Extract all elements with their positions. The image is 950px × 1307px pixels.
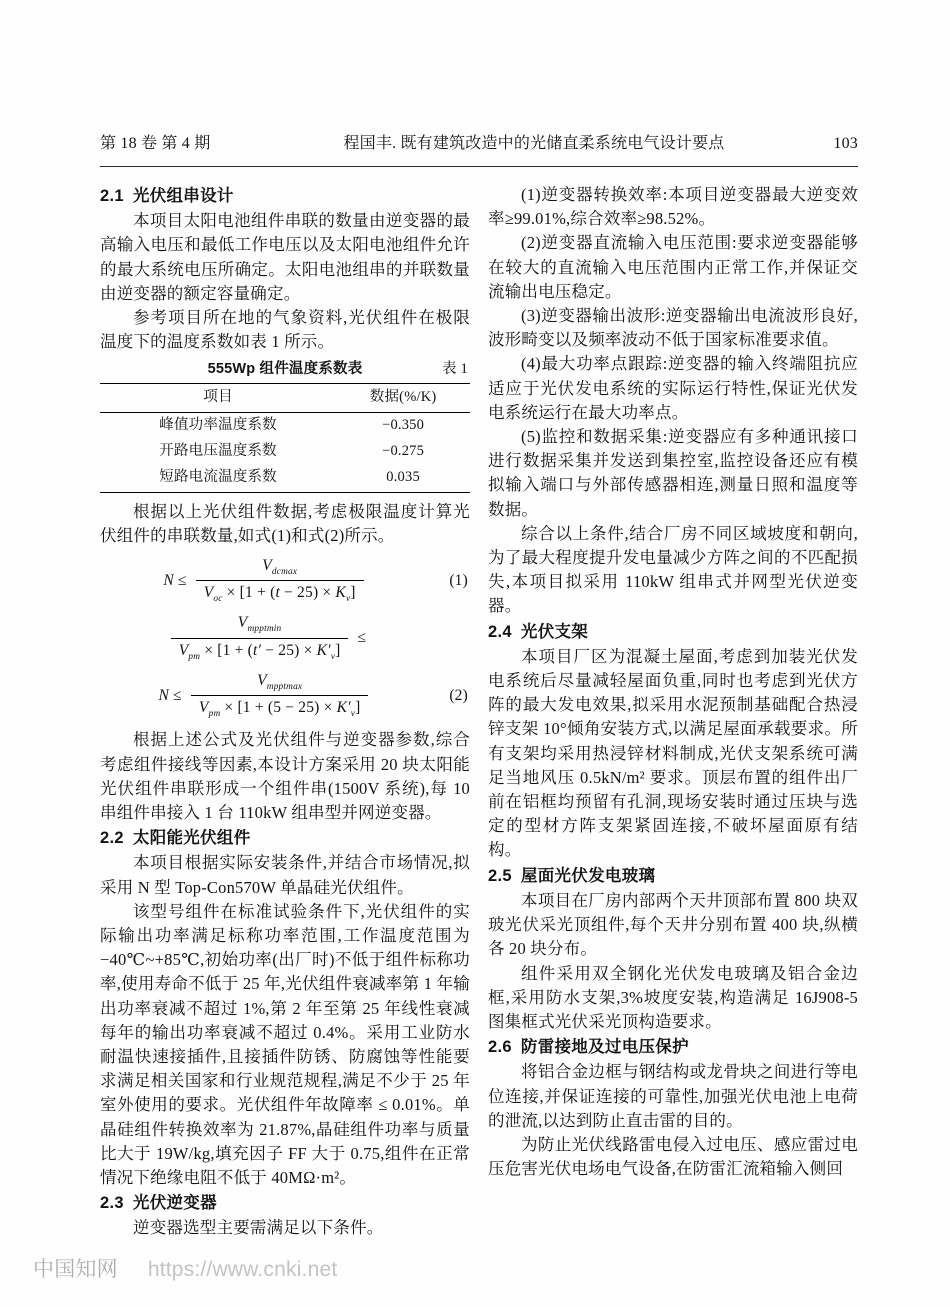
two-column-body [100, 183, 858, 1241]
formula-2-numerator-min: $V_{mpptmin}$ [237, 614, 282, 635]
section-number: 2.4 [488, 622, 512, 641]
section-heading-2-4 [488, 620, 858, 644]
table-row [100, 465, 470, 492]
temperature-coefficient-table [100, 383, 470, 492]
paragraph: (3)逆变器输出波形:逆变器输出电流波形良好,波形畸变以及频率波动不低于国家标准要求值。 [488, 306, 858, 350]
table-caption [100, 359, 470, 380]
paragraph: 将铝合金边框与钢结构或龙骨块之间进行等电位连接,并保证连接的可靠性,加强光伏电池上电荷的泄流,以达到防止直击雷的目的。 [488, 1062, 858, 1130]
paragraph: (5)监控和数据采集:逆变器应有多种通讯接口进行数据采集并发送到集控室,监控设备还应有模拟输入端口与外部传感器相连,测量日照和温度等数据。 [488, 427, 858, 519]
paragraph: (2)逆变器直流输入电压范围:要求逆变器能够在较大的直流输入电压范围内正常工作,并保证交流输出电压稳定。 [488, 233, 858, 301]
paragraph: 本项目太阳电池组件串联的数量由逆变器的最高输入电压和最低工作电压以及太阳电池组件允许的最大系统电压所确定。太阳电池组串的并联数量由逆变器的额定容量确定。 [100, 211, 470, 303]
paragraph: 根据上述公式及光伏组件与逆变器参数,综合考虑组件接线等因素,本设计方案采用 20 块太阳能光伏组件串联形成一个组件串(1500V 系统),每 10 串组件串接入 1 台 110kW 组串型并网逆变器。 [100, 730, 470, 823]
formula-2-denominator-min: $V_{pm} \times [1 + (t' - 25) \times K'_v]$ [171, 638, 349, 663]
paragraph: 组件采用双全钢化光伏发电玻璃及铝合金边框,采用防水支架,3%坡度安装,构造满足 16J908-5 图集框式光伏采光顶构造要求。 [488, 963, 858, 1031]
column-header: 项目 [100, 384, 336, 413]
paragraph: 逆变器选型主要需满足以下条件。 [133, 1218, 384, 1238]
formula-2-line-1 [100, 613, 470, 663]
formula-2-fraction-min [171, 613, 349, 663]
footer-watermark [33, 1258, 337, 1282]
formula-2-lhs: N ≤ [158, 686, 186, 704]
section-heading-2-2 [100, 826, 470, 850]
section-number: 2.1 [100, 187, 124, 205]
running-title: 程国丰. 既有建筑改造中的光储直柔系统电气设计要点 [343, 135, 725, 152]
section-title: 光伏组串设计 [132, 187, 234, 205]
page-header [100, 134, 858, 154]
page-number: 103 [833, 135, 858, 152]
table-cell: 短路电流温度系数 [159, 469, 277, 486]
table-row [100, 413, 470, 440]
section-heading-2-1 [100, 184, 470, 208]
formula-1-lhs: N ≤ [163, 571, 191, 589]
formula-2-relation: ≤ [353, 629, 367, 647]
section-number: 2.2 [100, 829, 124, 848]
journal-issue: 第 18 卷 第 4 期 [100, 135, 211, 152]
table-1 [100, 359, 470, 492]
section-number: 2.5 [488, 866, 512, 885]
cnki-url: https://www.cnki.net [147, 1257, 338, 1281]
paragraph: 综合以上条件,结合厂房不同区域坡度和朝向,为了最大程度提升发电量减少方阵之间的不匹配损失,本项目拟采用 110kW 组串式并网型光伏逆变器。 [488, 523, 858, 616]
formula-1 [100, 556, 470, 606]
section-title: 光伏逆变器 [132, 1194, 217, 1213]
table-cell: 开路电压温度系数 [159, 443, 277, 460]
table-label: 表 1 [442, 361, 468, 378]
table-cell: −0.275 [382, 443, 425, 460]
paragraph: 参考项目所在地的气象资料,光伏组件在极限温度下的温度系数如表 1 所示。 [100, 308, 470, 352]
section-heading-2-3 [100, 1191, 470, 1215]
formula-2-fraction-max [191, 671, 369, 721]
section-title: 太阳能光伏组件 [132, 829, 251, 848]
formula-1-denominator: $V_{oc} \times [1 + (t - 25) \times K_v]$ [196, 580, 364, 605]
paragraph: 本项目根据实际安装条件,并结合市场情况,拟采用 N 型 Top-Con570W 单晶硅光伏组件。 [100, 853, 470, 897]
formula-2-number: (2) [449, 686, 468, 704]
column-header: 数据(%/K) [336, 384, 470, 413]
paragraph: 本项目在厂房内部两个天井顶部布置 800 块双玻光伏采光顶组件,每个天井分别布置 400 块,纵横各 20 块分布。 [488, 890, 858, 959]
section-heading-2-5 [488, 864, 858, 888]
cnki-brand: 中国知网 [33, 1257, 118, 1281]
table-row [100, 439, 470, 465]
table-cell: −0.350 [382, 417, 425, 434]
section-title: 光伏支架 [520, 622, 589, 641]
left-column [100, 183, 470, 1241]
right-column [488, 183, 858, 1241]
formula-2-denominator-max: $V_{pm} \times [1 + (5 - 25) \times K'_v]$ [191, 695, 369, 720]
table-title: 555Wp 组件温度系数表 [207, 361, 363, 378]
paragraph: 为防止光伏线路雷电侵入过电压、感应雷过电压危害光伏电场电气设备,在防雷汇流箱输入侧回 [488, 1134, 858, 1179]
section-number: 2.3 [100, 1194, 124, 1213]
table-cell: 峰值功率温度系数 [159, 417, 277, 434]
paragraph: (4)最大功率点跟踪:逆变器的输入终端阻抗应适应于光伏发电系统的实际运行特性,保证光伏发电系统运行在最大功率点。 [488, 354, 858, 422]
paragraph: 根据以上光伏组件数据,考虑极限温度计算光伏组件的串联数量,如式(1)和式(2)所示。 [100, 501, 470, 545]
section-title: 屋面光伏发电玻璃 [520, 866, 656, 885]
formula-2-numerator-max: $V_{mpptmax}$ [257, 671, 303, 693]
table-header-row [100, 384, 470, 413]
paragraph: (1)逆变器转换效率:本项目逆变器最大逆变效率≥99.01%,综合效率≥98.52%。 [488, 185, 858, 229]
section-number: 2.6 [488, 1038, 512, 1057]
paragraph: 本项目厂区为混凝土屋面,考虑到加装光伏发电系统后尽量减轻屋面负重,同时也考虑到光伏方阵的最大发电效果,拟采用水泥预制基础配合热浸锌支架 10°倾角安装方式,以满足屋面承载要求。所有支架均采用热浸锌材料制成,光伏支架系统可满足当地风压 0.5kN/m² 要求。顶层布置的组件出厂前在铝框均预留有孔洞,现场安装时通过压块与选定的型材方阵支架紧固连接,不破坏屋面原有结构。 [488, 646, 858, 860]
section-title: 防雷接地及过电压保护 [520, 1038, 689, 1057]
formula-1-fraction [196, 556, 364, 606]
formula-1-numerator: $V_{dcmax}$ [262, 556, 298, 578]
table-cell: 0.035 [386, 469, 420, 486]
section-heading-2-6 [488, 1035, 858, 1059]
header-rule [100, 166, 858, 167]
formula-2-line-2 [100, 671, 470, 721]
paragraph: 该型号组件在标准试验条件下,光伏组件的实际输出功率满足标称功率范围,工作温度范围为−40℃~+85℃,初始功率(出厂时)不低于组件标称功率,使用寿命不低于 25 年,光伏组件衰减率第 1 年输出功率衰减不超过 1%,第 2 年至第 25 年线性衰减每年的输出功率衰减不超过 0.4%。采用工业防水耐温快速接插件,且接插件防锈、防腐蚀等性能要求满足相关国家和行业规范规程,满足不少于 25 年室外使用的要求。光伏组件年故障率 ≤ 0.01%。单晶硅组件转换效率为 21.87%,晶硅组件功率与质量比大于 19W/kg,填充因子 FF 大于 0.75,组件在正常情况下绝缘电阻不低于 40MΩ·m²。 [100, 901, 470, 1188]
formula-1-number: (1) [449, 571, 468, 589]
